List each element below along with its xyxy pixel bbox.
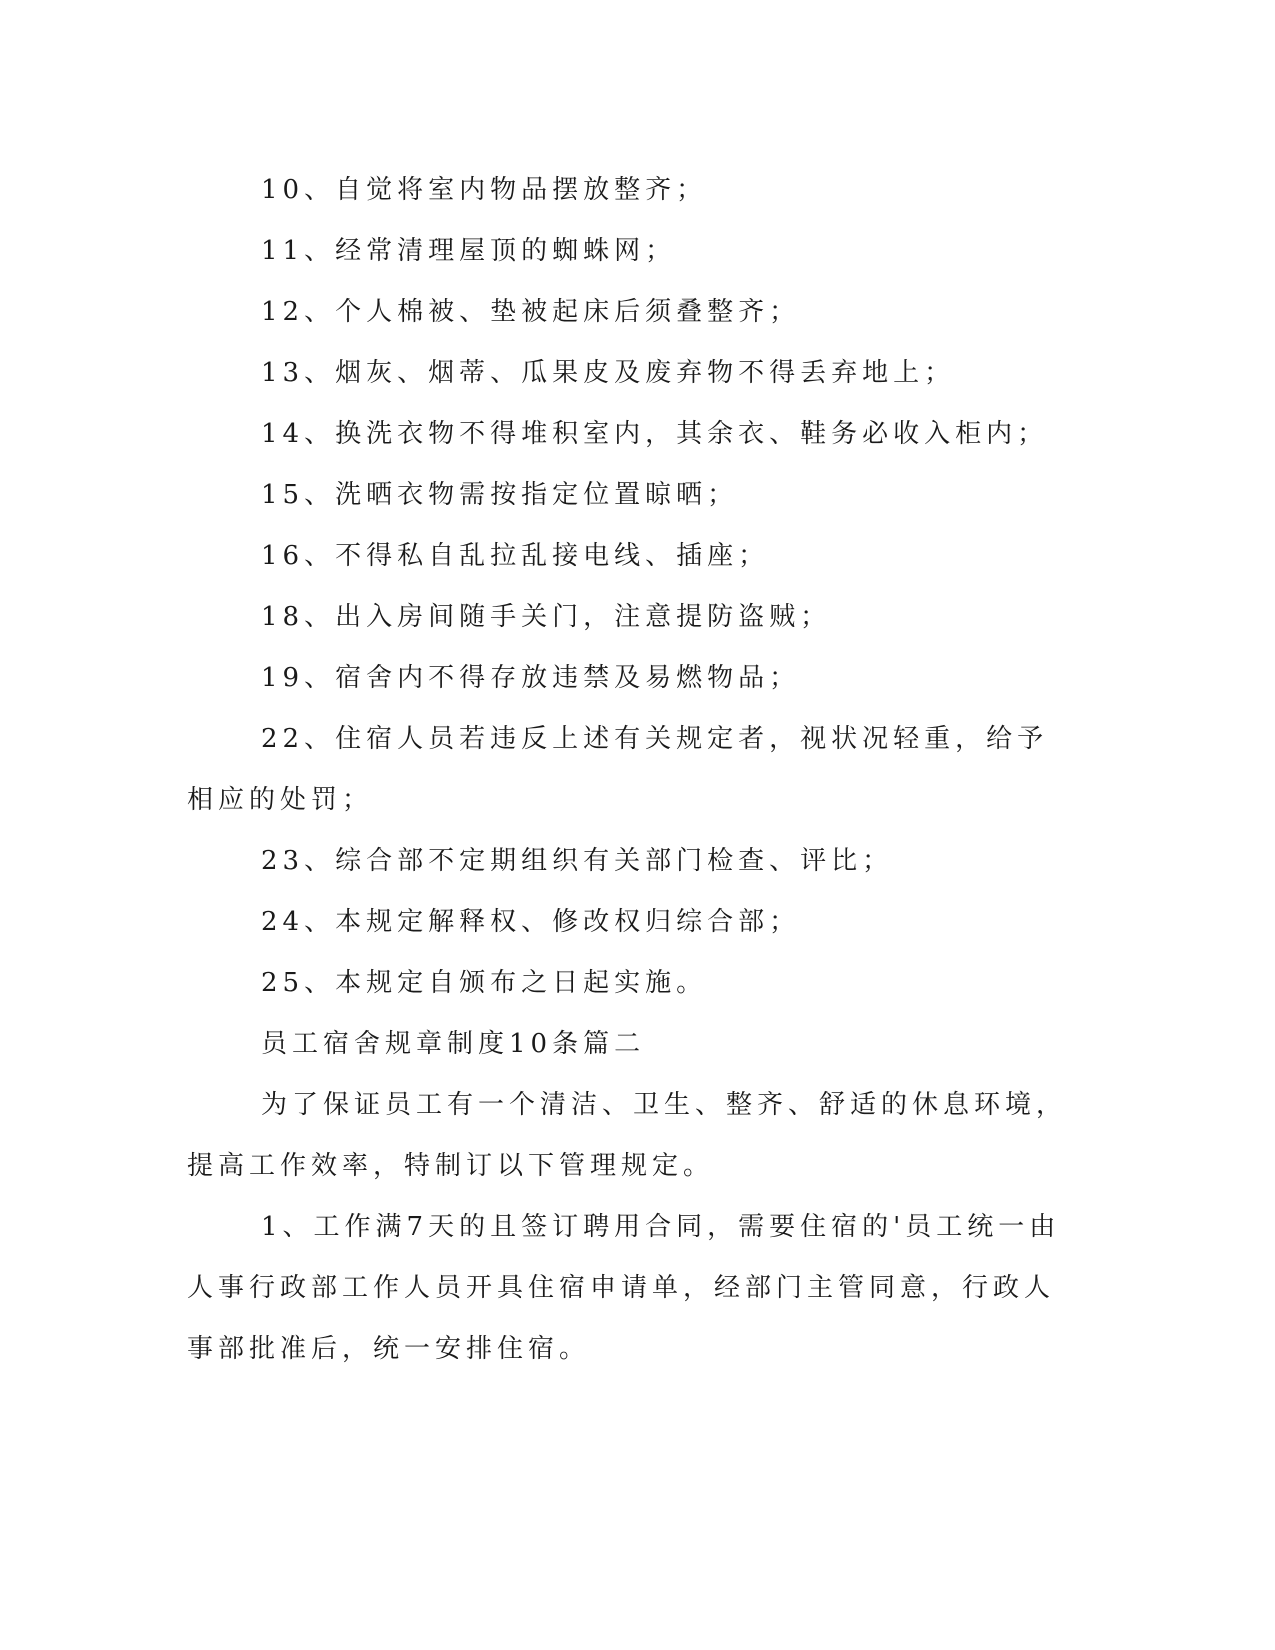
- rule-12: 12、个人棉被、垫被起床后须叠整齐；: [261, 297, 801, 327]
- rule-19: 19、宿舍内不得存放违禁及易燃物品；: [261, 663, 801, 693]
- rule-18: 18、出入房间随手关门，注意提防盗贼；: [261, 602, 832, 632]
- rule-16: 16、不得私自乱拉乱接电线、插座；: [261, 541, 770, 571]
- rule-13: 13、烟灰、烟蒂、瓜果皮及废弃物不得丢弃地上；: [261, 358, 956, 388]
- document-body: [187, 160, 1067, 1380]
- rule-1: 1、工作满7天的且签订聘用合同，需要住宿的'员工统一由人事行政部工作人员开具住宿申请单，经部门主管同意，行政人事部批准后，统一安排住宿。: [187, 1212, 1061, 1364]
- rule-11: 11、经常清理屋顶的蜘蛛网；: [261, 236, 677, 266]
- rule-24: 24、本规定解释权、修改权归综合部；: [261, 907, 801, 937]
- rule-22: 22、住宿人员若违反上述有关规定者，视状况轻重，给予相应的处罚；: [187, 724, 1049, 815]
- rule-10: 10、自觉将室内物品摆放整齐；: [261, 175, 708, 205]
- rule-25: 25、本规定自颁布之日起实施。: [261, 968, 708, 998]
- rule-14: 14、换洗衣物不得堆积室内，其余衣、鞋务必收入柜内；: [261, 419, 1049, 449]
- intro-paragraph: 为了保证员工有一个清洁、卫生、整齐、舒适的休息环境，提高工作效率，特制订以下管理规定。: [187, 1090, 1068, 1181]
- section-heading: 员工宿舍规章制度10条篇二: [261, 1029, 646, 1059]
- rule-15: 15、洗晒衣物需按指定位置晾晒；: [261, 480, 739, 510]
- rule-23: 23、综合部不定期组织有关部门检查、评比；: [261, 846, 894, 876]
